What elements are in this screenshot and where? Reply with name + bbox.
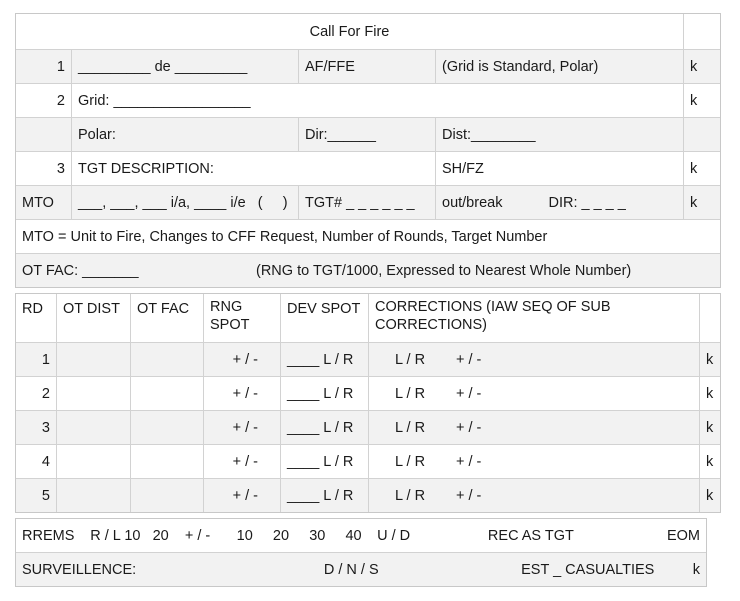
observer-id-field[interactable]: _________ de _________ [71, 50, 298, 83]
direction-field[interactable]: DIR: _ _ _ _ [548, 194, 626, 211]
round-row [16, 410, 720, 444]
line-number: 2 [56, 92, 65, 109]
round-row [16, 342, 720, 376]
target-description-field[interactable]: TGT DESCRIPTION: [71, 152, 435, 185]
lr-correction: L / R [395, 487, 426, 504]
ot-fac-row [16, 253, 720, 287]
round-row [16, 376, 720, 410]
estimated-casualties-field[interactable]: EST _ CASUALTIES [521, 561, 655, 578]
round-number: 5 [41, 487, 50, 504]
corrections-cell[interactable] [368, 377, 699, 410]
rec-as-tgt-option[interactable]: REC AS TGT [487, 527, 574, 544]
corrections-header: CORRECTIONS (IAW SEQ OF SUB CORRECTIONS) [368, 294, 699, 342]
corrections-cell[interactable] [368, 411, 699, 444]
corrections-header-row [16, 294, 720, 342]
plus-minus-correction: + / - [456, 351, 482, 368]
rrems-cell [16, 519, 706, 552]
ot-dist-cell[interactable] [56, 479, 130, 512]
mto-row [16, 185, 720, 219]
out-break-cell [435, 186, 683, 219]
line-1-row [16, 49, 720, 83]
ot-fac-cell[interactable] [130, 445, 203, 478]
ot-fac-cell[interactable] [130, 479, 203, 512]
dir-field[interactable]: Dir:______ [298, 118, 435, 151]
rng-spot-cell[interactable]: + / - [203, 445, 280, 478]
round-number: 2 [41, 385, 50, 402]
ot-fac-header: OT FAC [130, 294, 203, 342]
corrections-section [15, 293, 721, 513]
corrections-k-header [699, 294, 720, 342]
k-mark: k [683, 50, 720, 83]
ot-dist-header: OT DIST [56, 294, 130, 342]
line-number: 3 [56, 160, 65, 177]
out-break-label: out/break [442, 194, 503, 211]
form-title: Call For Fire [309, 23, 390, 40]
rrems-label: RREMS [22, 527, 75, 544]
rng-spot-cell[interactable]: + / - [203, 377, 280, 410]
corrections-cell[interactable] [368, 479, 699, 512]
polar-row [16, 117, 720, 151]
title-k-cell [683, 14, 720, 49]
line-2-row [16, 83, 720, 117]
round-row [16, 444, 720, 478]
rng-spot-header: RNG SPOT [203, 294, 280, 342]
day-night-smoke-options[interactable]: D / N / S [323, 561, 379, 578]
title-row [16, 14, 720, 49]
af-ffe-label: AF/FFE [298, 50, 435, 83]
end-of-mission-section [15, 518, 707, 587]
ot-fac-cell[interactable] [130, 377, 203, 410]
k-mark: k [683, 152, 720, 185]
mto-label: MTO [22, 194, 54, 211]
plus-minus-correction: + / - [456, 487, 482, 504]
k-mark: k [699, 479, 720, 512]
k-mark: k [699, 377, 720, 410]
mto-note-row [16, 219, 720, 253]
line-3-row [16, 151, 720, 185]
mto-fields[interactable]: ___, ___, ___ i/a, ____ i/e ( ) [71, 186, 298, 219]
plus-minus-correction: + / - [456, 453, 482, 470]
plus-minus-correction: + / - [456, 419, 482, 436]
rl-options[interactable]: R / L 10 20 + / - [90, 527, 211, 544]
corrections-cell[interactable] [368, 343, 699, 376]
polar-number-cell [16, 118, 71, 151]
ot-fac-note: (RNG to TGT/1000, Expressed to Nearest Whole Number) [256, 262, 632, 279]
ot-dist-cell[interactable] [56, 411, 130, 444]
surveillance-label: SURVEILLENCE: [22, 561, 137, 578]
ot-fac-cell[interactable] [130, 343, 203, 376]
dev-spot-cell[interactable]: ____ L / R [280, 479, 368, 512]
sh-fz-label: SH/FZ [435, 152, 683, 185]
ud-options[interactable]: U / D [377, 527, 411, 544]
surveillance-cell [16, 553, 706, 586]
rd-header: RD [22, 301, 43, 317]
ot-fac-cell [16, 254, 720, 287]
target-number-field[interactable]: TGT# _ _ _ _ _ _ [298, 186, 435, 219]
ot-dist-cell[interactable] [56, 445, 130, 478]
mto-note: MTO = Unit to Fire, Changes to CFF Request, Number of Rounds, Target Number [22, 228, 548, 245]
polar-k-cell [683, 118, 720, 151]
lr-correction: L / R [395, 351, 426, 368]
grid-field[interactable]: Grid: _________________ [71, 84, 683, 117]
lr-correction: L / R [395, 385, 426, 402]
round-number: 1 [41, 351, 50, 368]
dev-spot-cell[interactable]: ____ L / R [280, 445, 368, 478]
call-for-fire-form [15, 13, 721, 587]
ot-dist-cell[interactable] [56, 377, 130, 410]
dev-spot-header: DEV SPOT [280, 294, 368, 342]
dev-spot-cell[interactable]: ____ L / R [280, 411, 368, 444]
corrections-cell[interactable] [368, 445, 699, 478]
cff-section [15, 13, 721, 288]
k-mark: k [699, 343, 720, 376]
round-number: 3 [41, 419, 50, 436]
plus-minus-correction: + / - [456, 385, 482, 402]
dist-field[interactable]: Dist:________ [435, 118, 683, 151]
dev-spot-cell[interactable]: ____ L / R [280, 377, 368, 410]
line-number: 1 [56, 58, 65, 75]
round-row [16, 478, 720, 512]
lr-correction: L / R [395, 453, 426, 470]
rng-spot-cell[interactable]: + / - [203, 411, 280, 444]
eom-option[interactable]: EOM [666, 527, 700, 544]
rng-spot-cell[interactable]: + / - [203, 479, 280, 512]
lr-correction: L / R [395, 419, 426, 436]
round-number: 4 [41, 453, 50, 470]
k-mark: k [699, 445, 720, 478]
k-mark: k [683, 186, 720, 219]
grid-standard-note: (Grid is Standard, Polar) [435, 50, 683, 83]
dev-spot-cell[interactable]: ____ L / R [280, 343, 368, 376]
polar-label: Polar: [71, 118, 298, 151]
k-mark: k [699, 411, 720, 444]
distance-options[interactable]: 10 20 30 40 [236, 527, 362, 544]
k-mark: k [683, 84, 720, 117]
rrems-row [16, 519, 706, 552]
k-mark: k [692, 561, 701, 578]
rng-spot-cell[interactable]: + / - [203, 343, 280, 376]
surveillance-row [16, 552, 706, 586]
ot-dist-cell[interactable] [56, 343, 130, 376]
ot-fac-cell[interactable] [130, 411, 203, 444]
ot-fac-field[interactable]: OT FAC: _______ [22, 262, 139, 279]
